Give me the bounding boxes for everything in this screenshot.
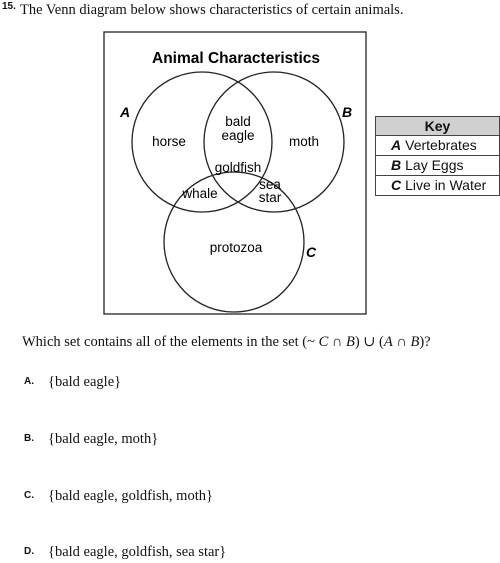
prompt-formula: C ∩ B) ∪ (A ∩ B)?: [318, 334, 431, 350]
key-text: Live in Water: [405, 177, 487, 193]
key-letter: B: [391, 157, 402, 173]
region-ab-line1: bald: [225, 114, 251, 129]
option-text: {bald eagle, moth}: [48, 431, 159, 447]
answer-option-b[interactable]: [24, 431, 158, 448]
question-stem: The Venn diagram below shows characteristics of certain animals.: [20, 2, 404, 18]
answer-option-d[interactable]: [24, 544, 226, 561]
region-abc: goldfish: [214, 160, 262, 175]
key-row: [376, 136, 499, 156]
key-text: Vertebrates: [405, 137, 477, 153]
key-letter: C: [391, 177, 402, 193]
answer-option-a[interactable]: [24, 374, 121, 391]
question-prompt: [22, 334, 431, 351]
key-header: Key: [376, 117, 499, 136]
option-letter: B.: [24, 433, 34, 444]
option-text: {bald eagle, goldfish, moth}: [48, 488, 213, 504]
set-label-b: B: [341, 104, 353, 120]
option-letter: D.: [24, 546, 34, 557]
region-c-only: protozoa: [209, 240, 263, 255]
option-text: {bald eagle, goldfish, sea star}: [48, 544, 227, 560]
region-b-only: moth: [288, 134, 320, 149]
option-letter: C.: [24, 490, 34, 501]
key-letter: A: [391, 137, 402, 153]
region-ac-only: whale: [182, 186, 218, 201]
question-number: 15.: [2, 1, 16, 12]
key-row: [376, 176, 499, 195]
option-letter: A.: [24, 376, 34, 387]
set-label-a: A: [119, 104, 131, 120]
region-a-only: horse: [152, 134, 186, 149]
option-text: {bald eagle}: [48, 374, 122, 390]
key-table: [375, 116, 500, 196]
answer-option-c[interactable]: [24, 488, 213, 505]
region-bc-line1: sea: [259, 177, 281, 192]
prompt-before: Which set contains all of the elements in the set (~: [22, 334, 319, 350]
key-text: Lay Eggs: [405, 157, 464, 173]
region-bc-line2: star: [258, 190, 282, 205]
set-label-c: C: [305, 244, 317, 260]
venn-title: Animal Characteristics: [152, 50, 320, 67]
key-row: [376, 156, 499, 176]
region-ab-line2: eagle: [221, 128, 255, 143]
